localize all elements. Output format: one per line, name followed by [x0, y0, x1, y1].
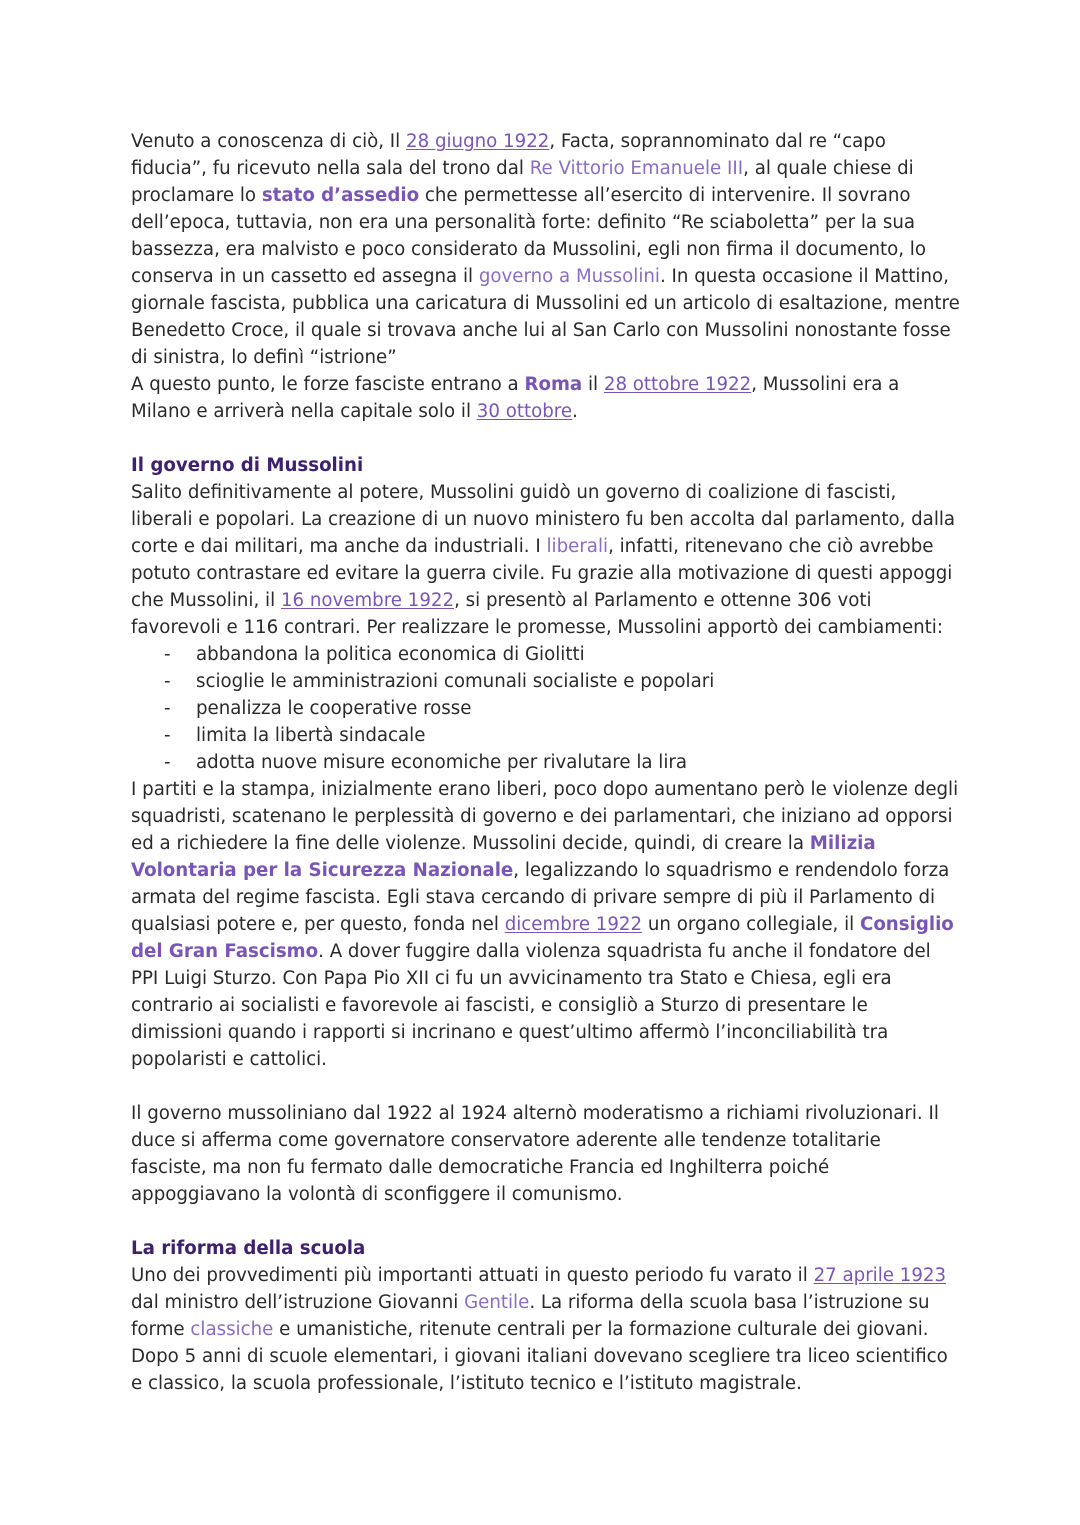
text-span: . In questa occasione il Mattino, giornale fascista, pubblica una caricatura di Mussolini ed un articolo di esaltazione, mentre Benedetto Croce, il quale si trovava anche lui al San Carlo con Mussolini nonostante fosse di sinistra, lo definì “istrione” — [131, 266, 960, 368]
keyword-roma: Roma — [524, 374, 583, 395]
spacer — [131, 425, 961, 452]
text-span: A questo punto, le forze fasciste entrano a — [131, 374, 525, 395]
text-span: e umanistiche, ritenute centrali per la formazione culturale dei giovani. Dopo 5 anni di scuole elementari, i giovani italiani dovevano scegliere tra liceo scientifico e classico, la scuola professionale, l’istituto tecnico e l’istituto magistrale. — [131, 1319, 948, 1394]
list-item: - limita la libertà sindacale — [164, 722, 961, 749]
list-item: - abbandona la politica economica di Giolitti — [164, 641, 961, 668]
section-heading-governo: Il governo di Mussolini — [131, 455, 364, 476]
keyword-gentile: Gentile — [464, 1292, 530, 1313]
text-span: , Mussolini era a Milano e arriverà nella capitale solo il — [131, 374, 900, 422]
text-span: , infatti, ritenevano che ciò avrebbe potuto contrastare ed evitare la guerra civile. Fu grazie alla motivazione di questi appoggi che Mussolini, il — [131, 536, 953, 611]
keyword-classiche: classiche — [190, 1319, 274, 1340]
text-span: , si presentò al Parlamento e ottenne 306 voti favorevoli e 116 contrari. Per realizzare le promesse, Mussolini apportò dei cambiamenti: — [131, 590, 943, 638]
paragraph-facta-stato-assedio — [131, 128, 961, 371]
spacer — [131, 1073, 961, 1100]
paragraph-governo-1922-1924: Il governo mussoliniano dal 1922 al 1924 alternò moderatismo a richiami rivoluzionari. Il duce si afferma come governatore conservatore aderente alle tendenze totalitarie fasciste, ma non fu fermato dalle democratiche Francia ed Inghilterra poiché appoggiavano la volontà di sconfiggere il comunismo. — [131, 1103, 939, 1205]
date-link-27-aprile-1923[interactable]: 27 aprile 1923 — [813, 1265, 947, 1286]
text-span: , Facta, soprannominato dal re “capo fiducia”, fu ricevuto nella sala del trono dal — [131, 131, 886, 179]
date-link-dicembre-1922[interactable]: dicembre 1922 — [504, 914, 643, 935]
document-page — [131, 128, 961, 1397]
text-span: Venuto a conoscenza di ciò, Il — [131, 131, 407, 152]
bullet-list-cambiamenti — [131, 641, 961, 776]
section-heading-riforma-scuola: La riforma della scuola — [131, 1238, 366, 1259]
keyword-re-vittorio-emanuele: Re Vittorio Emanuele III — [529, 158, 744, 179]
keyword-consiglio-gran-fascismo: Consiglio del Gran Fascismo — [131, 914, 954, 962]
text-span: . — [572, 401, 578, 422]
text-span: , al quale chiese di proclamare lo — [131, 158, 914, 206]
list-item: - penalizza le cooperative rosse — [164, 695, 961, 722]
text-span: che permettesse all’esercito di intervenire. Il sovrano dell’epoca, tuttavia, non era una personalità forte: definito “Re sciaboletta” per la sua bassezza, era malvisto e poco considerato da Mussolini, egli non firma il documento, lo conserva in un cassetto ed assegna il — [131, 185, 926, 287]
spacer — [131, 1208, 961, 1235]
keyword-liberali: liberali — [546, 536, 609, 557]
date-link-16-novembre-1922[interactable]: 16 novembre 1922 — [280, 590, 455, 611]
paragraph-riforma-gentile — [131, 1262, 961, 1397]
keyword-stato-assedio: stato d’assedio — [261, 185, 420, 206]
keyword-milizia-volontaria: Milizia Volontaria per la Sicurezza Nazionale — [131, 833, 876, 881]
text-span: , legalizzando lo squadrismo e rendendolo forza armata del regime fascista. Egli stava cercando di privare sempre di più il Parlamento di qualsiasi potere e, per questo, fonda nel — [131, 860, 950, 935]
list-item: - scioglie le amministrazioni comunali socialiste e popolari — [164, 668, 961, 695]
date-link-30-ottobre[interactable]: 30 ottobre — [476, 401, 573, 422]
text-span: un organo collegiale, il — [642, 914, 860, 935]
paragraph-governo-coalizione — [131, 479, 961, 641]
keyword-governo-a-mussolini: governo a Mussolini — [478, 266, 660, 287]
text-span: il — [582, 374, 604, 395]
date-link-28-giugno-1922[interactable]: 28 giugno 1922 — [406, 131, 550, 152]
text-span: Salito definitivamente al potere, Mussolini guidò un governo di coalizione di fascisti, liberali e popolari. La creazione di un nuovo ministero fu ben accolta dal parlamento, dalla corte e dai militari, ma anche da industriali. I — [131, 482, 956, 557]
list-item: - adotta nuove misure economiche per rivalutare la lira — [164, 749, 961, 776]
text-span: dal ministro dell’istruzione Giovanni — [131, 1292, 465, 1313]
paragraph-milizia-consiglio — [131, 776, 961, 1073]
text-span: . La riforma della scuola basa l’istruzione su forme — [131, 1292, 930, 1340]
text-span: . A dover fuggire dalla violenza squadrista fu anche il fondatore del PPI Luigi Sturzo. Con Papa Pio XII ci fu un avvicinamento tra Stato e Chiesa, egli era contrario ai socialisti e favorevole ai fascisti, e consigliò a Sturzo di presentare le dimissioni quando i rapporti si incrinano e quest’ultimo affermò l’inconciliabilità tra popolaristi e cattolici. — [131, 941, 931, 1070]
paragraph-marcia-su-roma — [131, 371, 961, 425]
date-link-28-ottobre-1922[interactable]: 28 ottobre 1922 — [603, 374, 752, 395]
text-span: Uno dei provvedimenti più importanti attuati in questo periodo fu varato il — [131, 1265, 814, 1286]
text-span: I partiti e la stampa, inizialmente erano liberi, poco dopo aumentano però le violenze degli squadristi, scatenano le perplessità di governo e dei parlamentari, che iniziano ad opporsi ed a richiedere la fine delle violenze. Mussolini decide, quindi, di creare la — [131, 779, 959, 854]
